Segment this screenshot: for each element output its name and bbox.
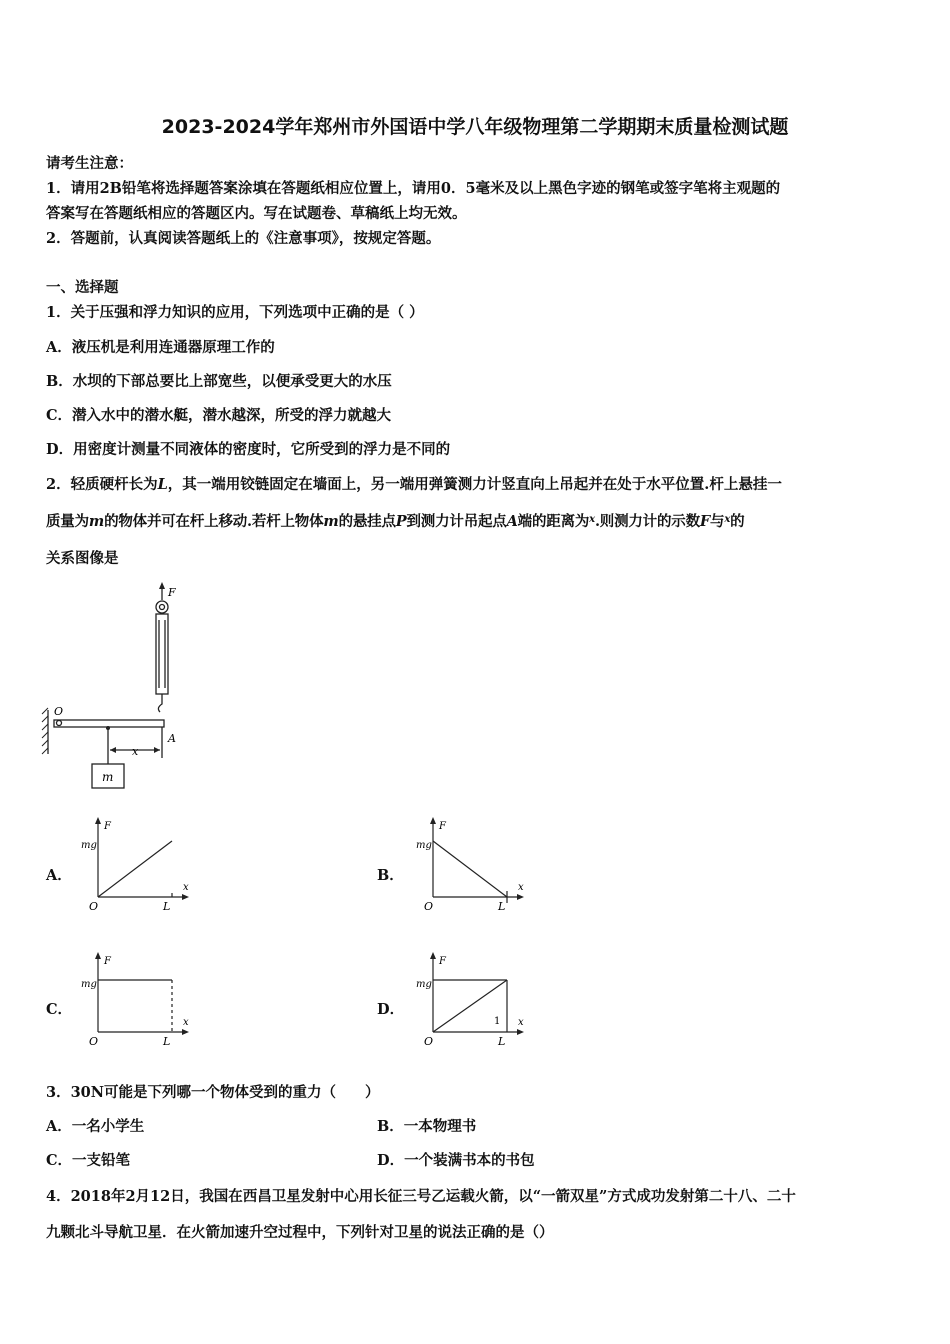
graph-a-line — [98, 841, 172, 897]
fig-label-o: O — [54, 705, 64, 718]
q4-stem-line-2: 九颗北斗导航卫星．在火箭加速升空过程中，下列针对卫星的说法正确的是（） — [46, 1224, 554, 1241]
notice-line-2: 2．答题前，认真阅读答题纸上的《注意事项》，按规定答题。 — [46, 230, 441, 247]
graph-c-o: O — [89, 1035, 99, 1048]
graph-b-line — [433, 841, 507, 897]
notice-line-1: 1．请用2B铅笔将选择题答案涂填在答题纸相应位置上，请用0．5毫米及以上黑色字迹的钢笔或签字笔将主观题的 — [46, 180, 781, 197]
q2-stem-line-3: 关系图像是 — [46, 550, 119, 567]
graph-a-o: O — [89, 900, 99, 913]
graph-b-o: O — [424, 900, 434, 913]
q2-graph-c — [75, 950, 200, 1050]
graph-d-f: F — [439, 956, 446, 967]
q1-option-d: D．用密度计测量不同液体的密度时，它所受到的浮力是不同的 — [46, 441, 451, 458]
q2-stem-line-1: 2．轻质硬杆长为L，其一端用铰链固定在墙面上，另一端用弹簧测力计竖直向上吊起并在处于水平位置.杆上悬挂一 — [46, 476, 782, 493]
q1-stem: 1．关于压强和浮力知识的应用，下列选项中正确的是（ ） — [46, 304, 424, 321]
lever-figure — [40, 582, 200, 792]
notice-line-1b: 答案写在答题纸相应的答题区内。写在试题卷、草稿纸上均无效。 — [46, 205, 467, 222]
fig-label-f: F — [168, 586, 176, 599]
graph-a-f: F — [104, 821, 111, 832]
graph-a-l: L — [163, 900, 171, 913]
graph-b-x: x — [518, 882, 524, 893]
page-title: 2023-2024学年郑州市外国语中学八年级物理第二学期期末质量检测试题 — [161, 116, 789, 138]
q2-graph-b — [410, 815, 535, 915]
q2-stem-line-2: 质量为m的物体并可在杆上移动.若杆上物体m的悬挂点P到测力计吊起点A端的距离为$^x$.则测力计的示数F与$^x$的 — [46, 513, 745, 530]
graph-a-mg: mg — [81, 840, 97, 851]
q4-stem-line-1: 4．2018年2月12日，我国在西昌卫星发射中心用长征三号乙运载火箭，以“一箭双星”方式成功发射第二十八、二十 — [46, 1188, 796, 1205]
q1-option-a: A．液压机是利用连通器原理工作的 — [46, 339, 275, 356]
graph-b-f: F — [439, 821, 446, 832]
fig-label-m: m — [102, 770, 114, 784]
graph-d-o: O — [424, 1035, 434, 1048]
graph-d-l: L — [498, 1035, 506, 1048]
q3-option-c: C．一支铅笔 — [46, 1152, 131, 1169]
q2-graph-d — [410, 950, 535, 1050]
graph-d-one: 1 — [494, 1016, 501, 1027]
q2-graph-a — [75, 815, 200, 915]
q3-option-a: A．一名小学生 — [46, 1118, 145, 1135]
graph-a-x: x — [183, 882, 189, 893]
graph-c-l: L — [163, 1035, 171, 1048]
q2-option-b-label: B． — [377, 867, 404, 884]
q2-option-a-label: A． — [46, 867, 72, 884]
graph-d-x: x — [518, 1017, 524, 1028]
fig-label-x: x — [132, 745, 139, 758]
q1-option-c: C．潜入水中的潜水艇，潜水越深，所受的浮力就越大 — [46, 407, 392, 424]
q1-option-b: B．水坝的下部总要比上部宽些，以便承受更大的水压 — [46, 373, 392, 390]
fig-label-a: A — [168, 732, 176, 745]
notice-heading: 请考生注意： — [46, 155, 133, 172]
q3-option-d: D．一个装满书本的书包 — [377, 1152, 535, 1169]
graph-c-mg: mg — [81, 979, 97, 990]
graph-b-mg: mg — [416, 840, 432, 851]
q3-stem: 3．30N可能是下列哪一个物体受到的重力（ ） — [46, 1084, 380, 1101]
graph-c-x: x — [183, 1017, 189, 1028]
graph-d-mg: mg — [416, 979, 432, 990]
graph-c-f: F — [104, 956, 111, 967]
section-heading: 一、选择题 — [46, 279, 119, 296]
q2-option-c-label: C． — [46, 1001, 73, 1018]
graph-b-l: L — [498, 900, 506, 913]
q3-option-b: B．一本物理书 — [377, 1118, 477, 1135]
q2-option-d-label: D． — [377, 1001, 405, 1018]
